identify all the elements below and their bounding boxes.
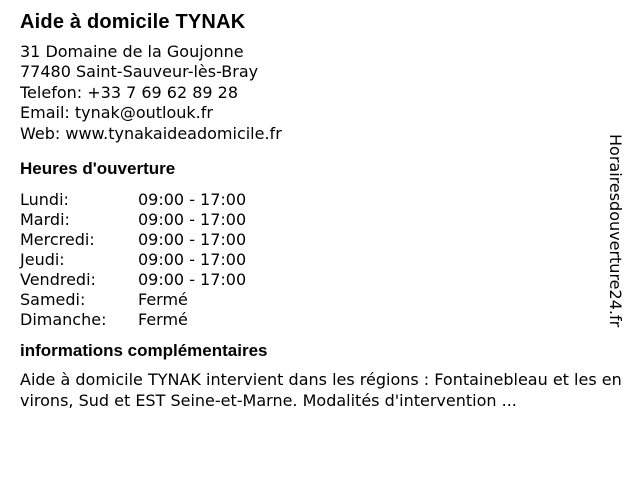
hours-row-monday [20,190,246,210]
hours-value: Fermé [138,310,188,330]
hours-row-wednesday [20,230,246,250]
contact-block [20,42,620,144]
hours-value: 09:00 - 17:00 [138,210,247,230]
day-label: Mardi: [20,210,70,230]
opening-hours-table [20,190,246,330]
hours-row-sunday [20,310,246,330]
site-watermark: Horairesdouverture24.fr [606,134,625,328]
additional-info-heading: informations complémentaires [20,341,268,361]
hours-row-thursday [20,250,246,270]
day-label: Dimanche: [20,310,107,330]
address-city: 77480 Saint-Sauveur-lès-Bray [20,62,259,82]
hours-value: Fermé [138,290,188,310]
hours-value: 09:00 - 17:00 [138,230,247,250]
day-label: Vendredi: [20,270,96,290]
hours-value: 09:00 - 17:00 [138,250,247,270]
hours-value: 09:00 - 17:00 [138,190,247,210]
additional-info-text: Aide à domicile TYNAK intervient dans les régions : Fontainebleau et les environs, Sud et EST Seine-et-Marne. Modalités d'intervention ... [20,370,622,410]
day-label: Jeudi: [20,250,65,270]
day-label: Samedi: [20,290,86,310]
hours-row-tuesday [20,210,246,230]
business-name: Aide à domicile TYNAK [20,11,246,33]
hours-row-saturday [20,290,246,310]
hours-row-friday [20,270,246,290]
website-link[interactable]: Web: www.tynakaideadomicile.fr [20,123,282,143]
opening-hours-heading: Heures d'ouverture [20,159,176,179]
email-address: Email: tynak@outlouk.fr [20,103,213,123]
phone-number: Telefon: +33 7 69 62 89 28 [20,82,239,102]
day-label: Mercredi: [20,230,95,250]
day-label: Lundi: [20,190,69,210]
hours-value: 09:00 - 17:00 [138,270,247,290]
address-street: 31 Domaine de la Goujonne [20,42,244,61]
business-card [20,10,620,411]
